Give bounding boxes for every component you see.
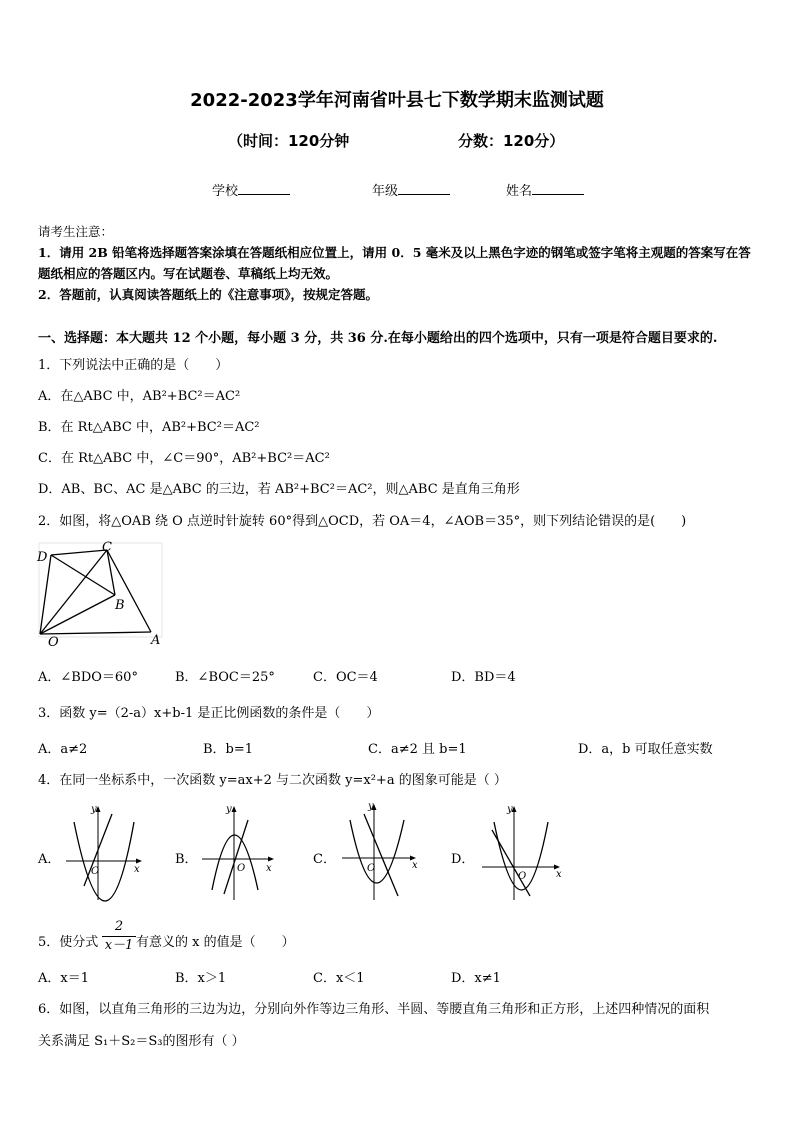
notice-item-1: 1．请用 2B 铅笔将选择题答案涂填在答题纸相应位置上，请用 0．5 毫米及以上黑色字迹的钢笔或签字笔将主观题的答案写在答题纸相应的答题区内。写在试题卷、草稿纸上均无效。	[38, 245, 751, 281]
y-axis-label: y	[368, 801, 374, 812]
exam-time: （时间：120分钟	[228, 132, 350, 150]
origin-label: O	[367, 863, 376, 874]
figure-frame	[39, 543, 162, 637]
q5-stem-prefix: 5．使分式	[38, 935, 99, 950]
q4-graph-d	[478, 800, 568, 902]
point-d-label: D	[37, 550, 48, 565]
q2-option-b[interactable]: B．∠BOC＝25°	[175, 670, 275, 685]
origin-label: O	[518, 871, 527, 882]
grade-field[interactable]	[372, 180, 450, 199]
x-axis-label: x	[556, 869, 562, 880]
y-axis-label: y	[226, 804, 232, 815]
q4-option-b[interactable]: B．	[175, 852, 198, 867]
line	[492, 830, 530, 896]
q5-option-a[interactable]: A．x＝1	[38, 971, 89, 986]
q1-option-a[interactable]: A．在△ABC 中，AB²+BC²＝AC²	[38, 389, 241, 404]
name-label: 姓名	[506, 184, 533, 199]
y-axis-label: y	[91, 804, 97, 815]
point-a-label: A	[151, 633, 161, 648]
q3-option-a[interactable]: A．a≠2	[38, 742, 88, 757]
q3-option-b[interactable]: B．b=1	[203, 742, 254, 757]
y-axis-arrow-icon	[232, 806, 237, 812]
q5-fraction	[102, 918, 136, 955]
notice-item-2: 2．答题前，认真阅读答题纸上的《注意事项》，按规定答题。	[38, 287, 378, 302]
grade-label: 年级	[372, 184, 399, 199]
q1-stem: 1．下列说法中正确的是（ ）	[38, 358, 229, 373]
fraction-denominator: x－1	[104, 938, 134, 953]
fraction-numerator: 2	[102, 918, 136, 937]
q3-option-d[interactable]: D．a，b 可取任意实数	[578, 742, 713, 757]
q2-option-d[interactable]: D．BD＝4	[451, 670, 516, 685]
x-axis-arrow-icon	[136, 859, 142, 864]
q5-stem-suffix: 有意义的 x 的值是（ ）	[136, 935, 295, 950]
parabola	[212, 835, 258, 890]
notice-heading: 请考生注意：	[38, 224, 114, 239]
q1-option-b[interactable]: B．在 Rt△ABC 中，AB²+BC²＝AC²	[38, 420, 260, 435]
y-axis-label: y	[507, 804, 513, 815]
q3-option-c[interactable]: C．a≠2 且 b=1	[368, 742, 467, 757]
q5-option-d[interactable]: D．x≠1	[451, 971, 501, 986]
x-axis-label: x	[266, 863, 272, 874]
q4-option-a[interactable]: A．	[38, 852, 61, 867]
q4-graph-c	[338, 796, 422, 902]
parabola	[350, 820, 404, 883]
point-b-label: B	[115, 598, 125, 613]
school-blank[interactable]	[238, 182, 290, 195]
q1-option-d[interactable]: D．AB、BC、AC 是△ABC 的三边，若 AB²+BC²＝AC²，则△ABC 是直角三角形	[38, 482, 520, 497]
q3-stem: 3．函数 y=（2-a）x+b-1 是正比例函数的条件是（ ）	[38, 706, 380, 721]
school-label: 学校	[212, 184, 239, 199]
segment-ca	[107, 550, 151, 632]
q4-option-d[interactable]: D．	[451, 852, 475, 867]
segment-oa	[40, 632, 151, 634]
point-c-label: C	[102, 540, 112, 555]
q1-option-c[interactable]: C．在 Rt△ABC 中，∠C＝90°，AB²+BC²＝AC²	[38, 451, 330, 466]
q4-stem: 4．在同一坐标系中，一次函数 y=ax+2 与二次函数 y=x²+a 的图象可能是（ ）	[38, 773, 507, 788]
q6-stem-line1: 6．如图，以直角三角形的三边为边，分别向外作等边三角形、半圆、等腰直角三角形和正方形，上述四种情况的面积	[38, 1002, 710, 1017]
line	[224, 820, 248, 894]
origin-label: O	[237, 863, 246, 874]
line	[364, 814, 398, 896]
name-field[interactable]	[506, 180, 584, 199]
q2-option-c[interactable]: C．OC＝4	[313, 670, 378, 685]
segment-dc	[51, 550, 107, 555]
q4-option-c[interactable]: C．	[313, 852, 336, 867]
grade-blank[interactable]	[398, 182, 450, 195]
origin-label: O	[91, 866, 100, 877]
q4-graph-a	[62, 800, 146, 902]
page-title: 2022-2023学年河南省叶县七下数学期末监测试题	[190, 90, 604, 111]
segment-db	[51, 555, 115, 595]
name-blank[interactable]	[532, 182, 584, 195]
exam-score: 分数：120分）	[458, 132, 565, 150]
x-axis-arrow-icon	[268, 857, 274, 862]
x-axis-label: x	[412, 860, 418, 871]
x-axis-label: x	[134, 864, 140, 875]
segment-bo	[40, 595, 115, 634]
q5-option-b[interactable]: B．x＞1	[175, 971, 227, 986]
q2-figure	[30, 538, 170, 650]
q2-option-a[interactable]: A．∠BDO＝60°	[38, 670, 138, 685]
q4-graph-b	[198, 800, 282, 902]
point-o-label: O	[48, 635, 59, 650]
section-heading: 一、选择题：本大题共 12 个小题，每小题 3 分，共 36 分.在每小题给出的四个选项中，只有一项是符合题目要求的.	[38, 331, 718, 346]
q6-stem-line2: 关系满足 S₁＋S₂＝S₃的图形有（ ）	[38, 1034, 245, 1049]
q5-option-c[interactable]: C．x＜1	[313, 971, 365, 986]
school-field[interactable]	[212, 180, 290, 199]
q2-stem: 2．如图，将△OAB 绕 O 点逆时针旋转 60°得到△OCD，若 OA＝4，∠AOB＝35°，则下列结论错误的是( )	[38, 514, 687, 529]
